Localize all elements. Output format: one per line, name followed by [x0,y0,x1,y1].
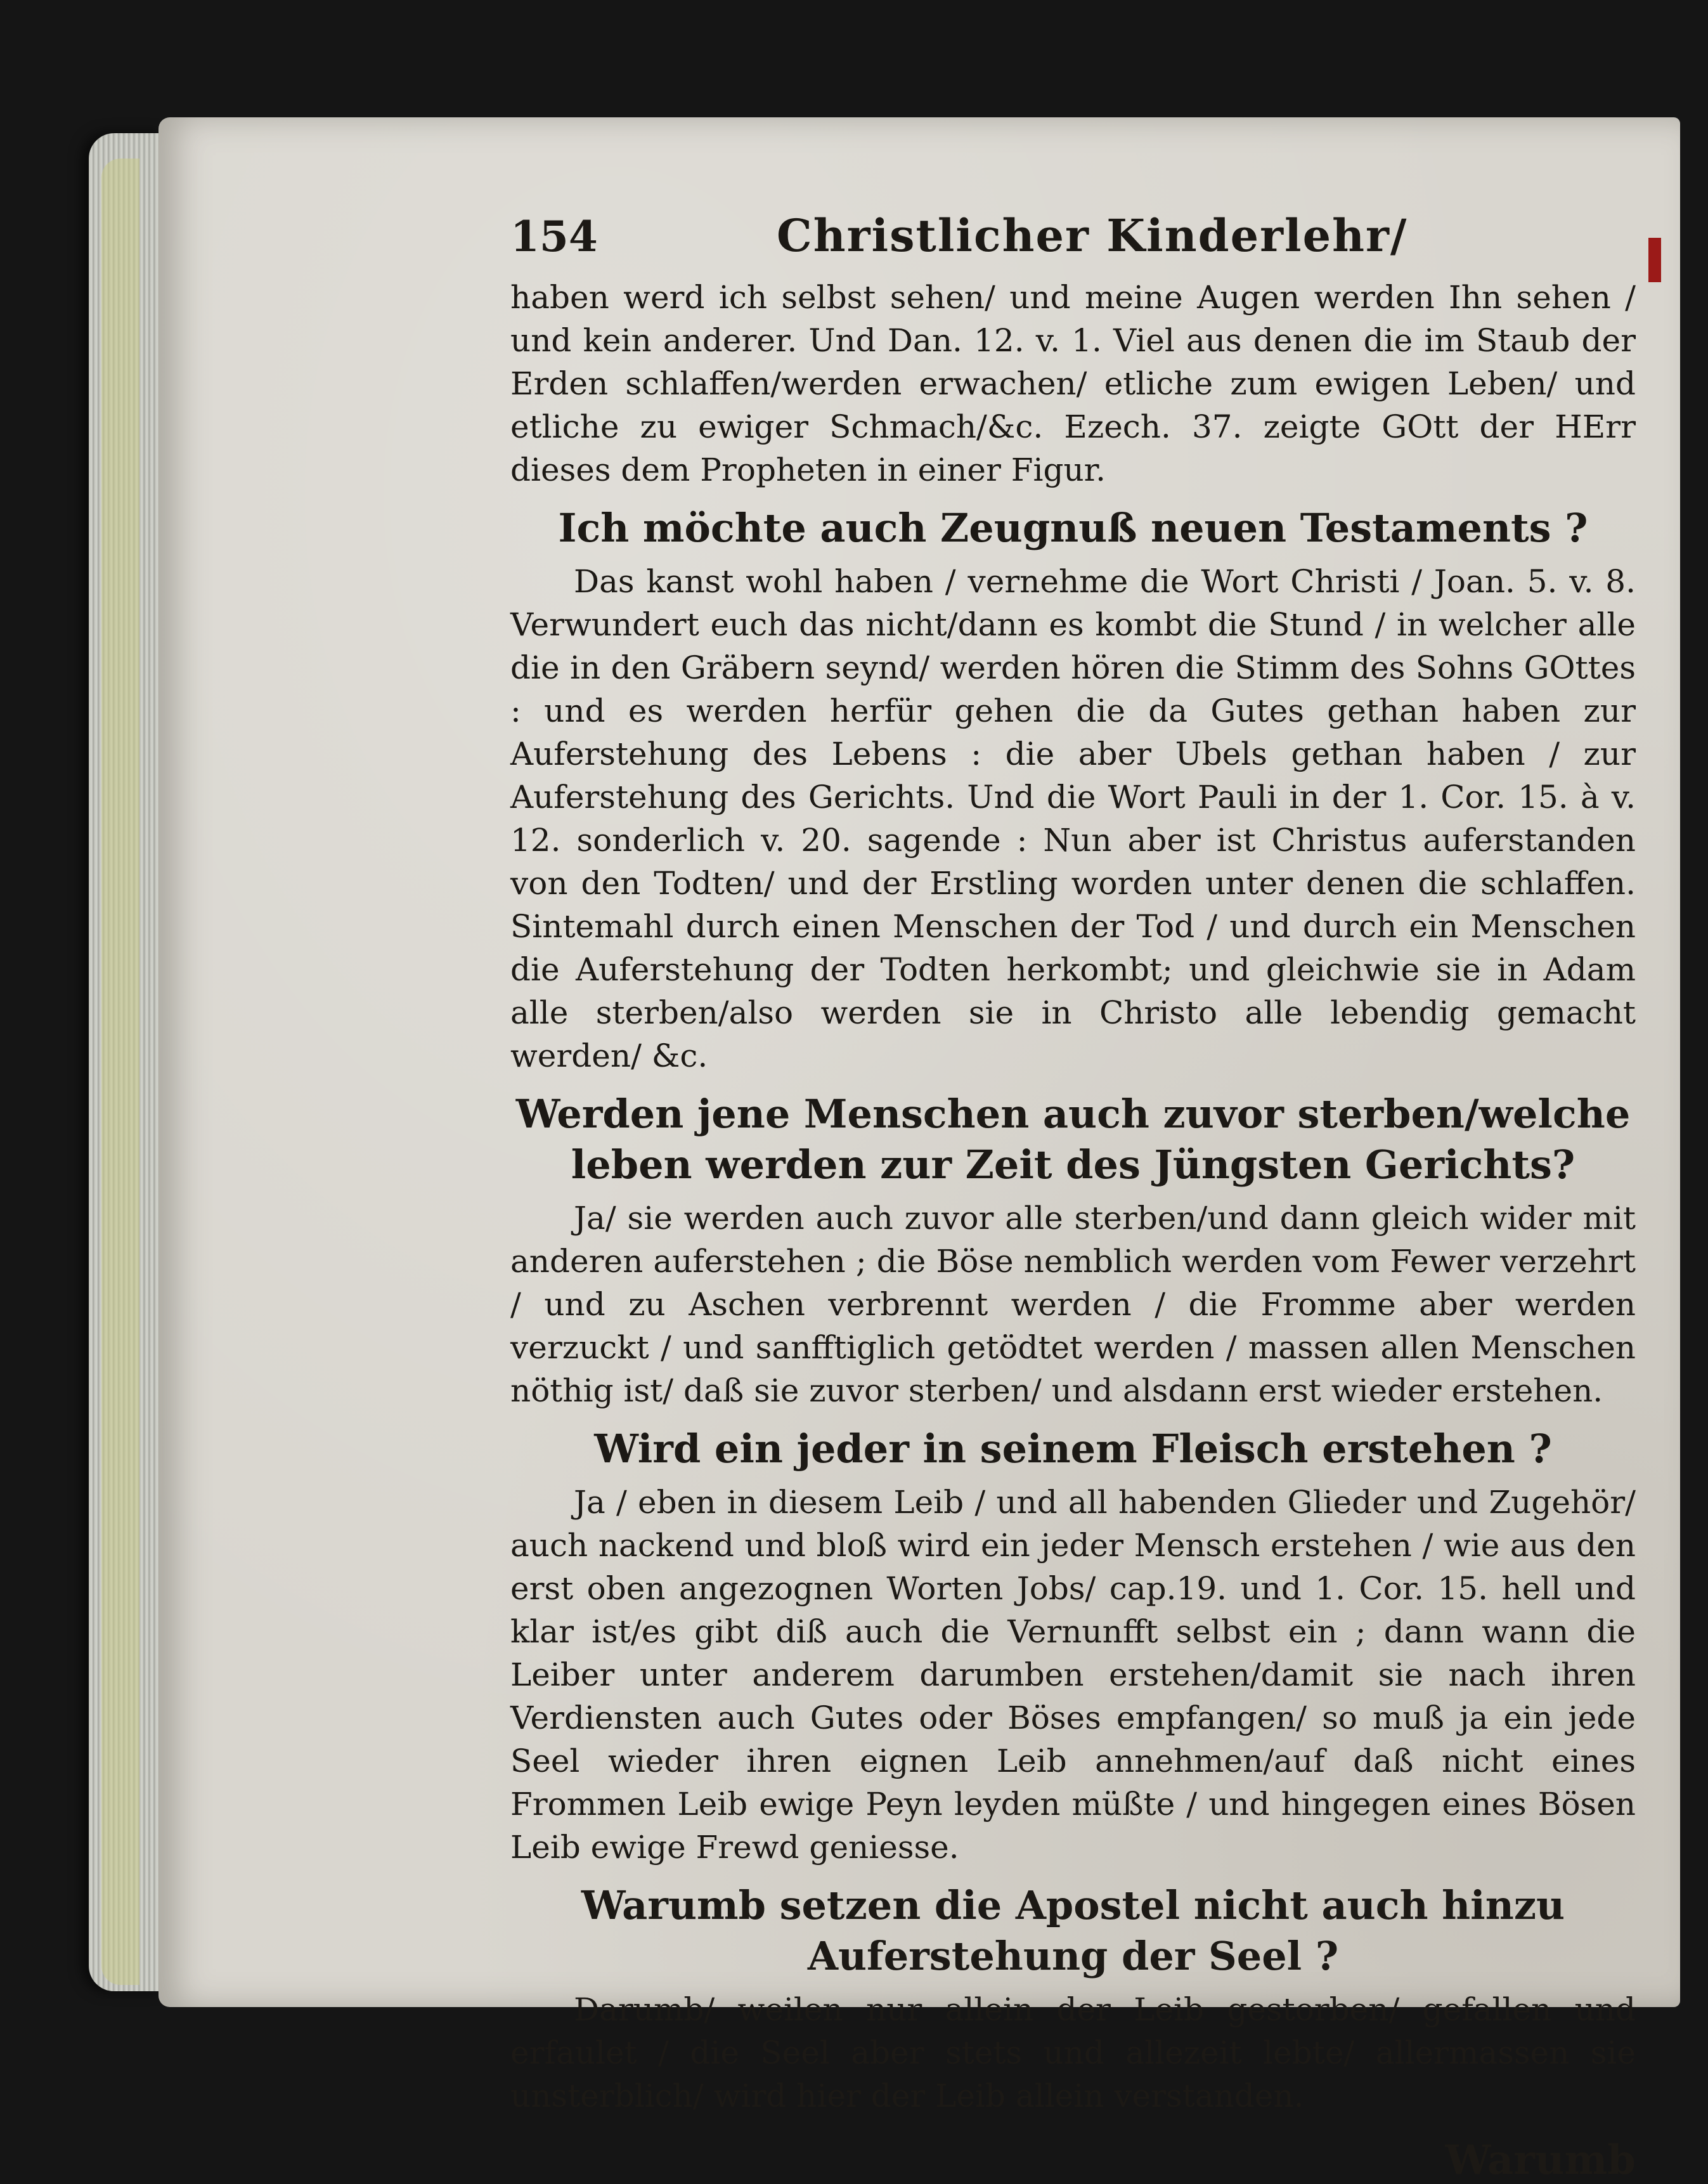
paragraph-continuation: haben werd ich selbst sehen/ und meine Augen werden Ihn sehen / und kein anderer. Und Dan. 12. v. 1. Viel aus denen die im Staub der Erden schlaffen/werden erwachen/ etliche zum ewigen Leben/ und etliche zu ewiger Schmach/&c. Ezech. 37. zeigte GOtt der HErr dieses dem Propheten in einer Figur. [510,279,1636,488]
question-heading: Werden jene Menschen auch zuvor sterben/welche leben werden zur Zeit des Jüngsten Gerichts? [515,1091,1631,1188]
answer-paragraph: Ja / eben in diesem Leib / und all habenden Glieder und Zugehör/ auch nackend und bloß wird ein jeder Mensch erstehen / wie aus den erst oben angezognen Worten Jobs/ cap.19. und 1. Cor. 15. hell und klar ist/es gibt diß auch die Vernunfft selbst ein ; dann wann die Leiber unter anderem darumben erstehen/damit sie nach ihren Verdiensten auch Gutes oder Böses empfangen/ so muß ja ein jede Seel wieder ihren eignen Leib annehmen/auf daß nicht eines Frommen Leib ewige Peyn leyden müßte / und hingegen eines Bösen Leib ewige Frewd geniesse. [510,1484,1636,1866]
ribbon-bookmark [1648,238,1661,282]
book-edge-tint [101,159,139,1985]
answer-paragraph: Das kanst wohl haben / vernehme die Wort Christi / Joan. 5. v. 8. Verwundert euch das nicht/dann es kombt die Stund / in welcher alle die in den Gräbern seynd/ werden hören die Stimm des Sohns GOttes : und es werden herfür gehen die da Gutes gethan haben zur Auferstehung des Lebens : die aber Ubels gethan haben / zur Auferstehung des Gerichts. Und die Wort Pauli in der 1. Cor. 15. à v. 12. sonderlich v. 20. sagende : Nun aber ist Christus auferstanden von den Todten/ und der Erstling worden unter denen die schlaffen. Sintemahl durch einen Menschen der Tod / und durch ein Menschen die Auferstehung der Todten herkombt; und gleichwie sie in Adam alle sterben/also werden sie in Christo alle lebendig gemacht werden/ &c. [510,563,1636,1074]
question-heading: Wird ein jeder in seinem Fleisch erstehen ? [594,1426,1552,1472]
page-text [510,209,1636,2184]
question-heading: Ich möchte auch Zeugnuß neuen Testaments ? [558,505,1588,551]
answer-paragraph: Ja/ sie werden auch zuvor alle sterben/und dann gleich wider mit anderen auferstehen ; die Böse nemblich werden vom Fewer verzehrt / und zu Aschen verbrennt werden / die Fromme aber werden verzuckt / und sanfftiglich getödtet werden / massen allen Menschen nöthig ist/ daß sie zuvor sterben/ und alsdann erst wieder erstehen. [510,1200,1636,1409]
running-title: Christlicher Kinderlehr/ [777,209,1408,262]
page-number: 154 [510,212,598,261]
catchword: Warumb [1445,2136,1636,2184]
question-heading: Warumb setzen die Apostel nicht auch hinzu Auferstehung der Seel ? [581,1882,1565,1979]
page-header [510,209,1636,262]
answer-paragraph: Darumb/ weilen nur allein der Leib gestorben/ gefallen und erfaulet / die Seel aber stets und allezeit lebte/ allermassen sie unsterblich/ wird hier der Leib allein verstanden. [510,1991,1636,2114]
